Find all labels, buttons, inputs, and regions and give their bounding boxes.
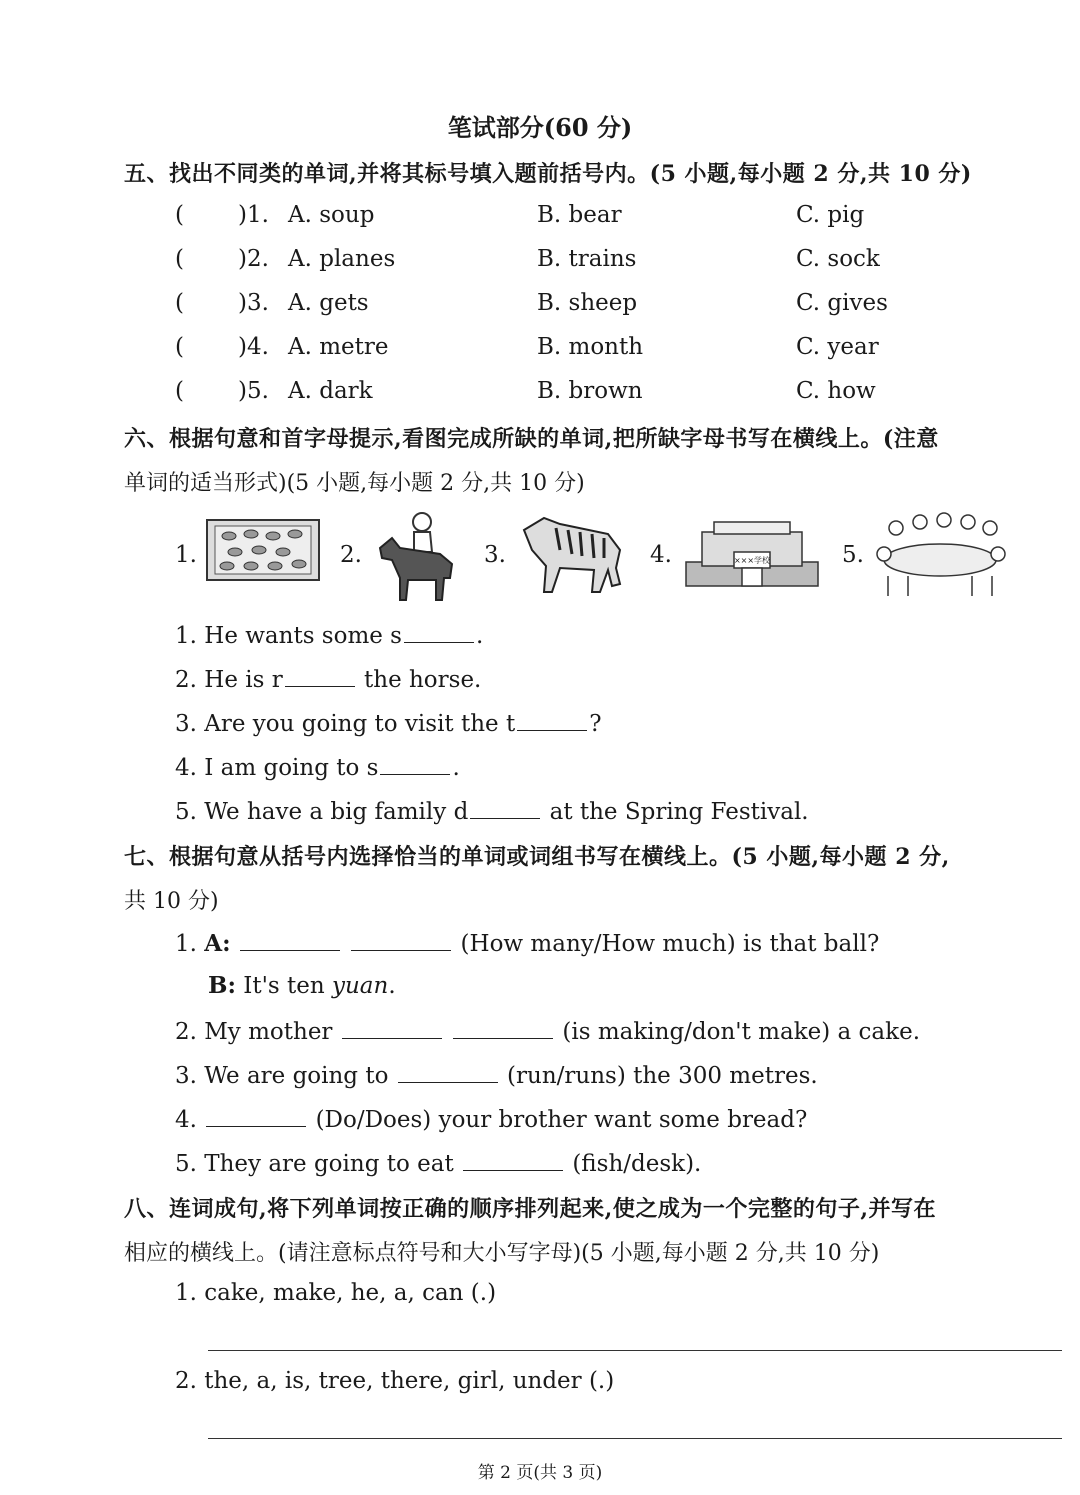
answer-line[interactable] (208, 1350, 1062, 1351)
section-6-heading: 六、根据句意和首字母提示,看图完成所缺的单词,把所缺字母书写在横线上。(注意 (124, 426, 939, 452)
answer-blank[interactable] (398, 1060, 498, 1083)
choice-question-1 (175, 928, 879, 957)
option-b: B. sheep (537, 290, 638, 316)
answer-blank[interactable] (351, 928, 451, 951)
option-b: B. brown (537, 378, 643, 404)
fill-question-4 (175, 752, 460, 781)
answer-paren-open[interactable]: ( (175, 378, 184, 404)
answer-blank[interactable] (380, 752, 450, 775)
answer-paren-open[interactable]: ( (175, 202, 184, 228)
answer-blank[interactable] (285, 664, 355, 687)
option-c: C. gives (796, 290, 888, 316)
question-text: at the Spring Festival. (542, 799, 809, 825)
question-text: (fish/desk). (565, 1151, 702, 1177)
option-b: B. trains (537, 246, 637, 272)
question-number: )4. (238, 334, 269, 360)
question-text: It's ten (235, 973, 332, 999)
section-6-heading-cont: 单词的适当形式)(5 小题,每小题 2 分,共 10 分) (124, 471, 585, 496)
choice-question-3 (175, 1060, 818, 1089)
question-text: (Do/Does) your brother want some bread? (308, 1107, 808, 1133)
option-a: A. dark (288, 378, 373, 404)
question-number: )5. (238, 378, 269, 404)
answer-blank[interactable] (342, 1016, 442, 1039)
answer-blank[interactable] (517, 708, 587, 731)
question-number: )1. (238, 202, 269, 228)
option-c: C. sock (796, 246, 880, 272)
picture-label: 2. (340, 542, 362, 568)
section-5-heading: 五、找出不同类的单词,并将其标号填入题前括号内。(5 小题,每小题 2 分,共 10 分) (124, 161, 972, 187)
fill-question-5 (175, 796, 809, 825)
option-a: A. soup (288, 202, 375, 228)
school-sign-text: ×××学校 (733, 556, 771, 565)
question-text: 4. I am going to s (175, 755, 379, 781)
question-text: 3. Are you going to visit the t (175, 711, 516, 737)
answer-paren-open[interactable]: ( (175, 334, 184, 360)
answer-line[interactable] (208, 1438, 1062, 1439)
answer-blank[interactable] (404, 620, 474, 643)
fill-question-2 (175, 664, 481, 693)
school-picture (682, 518, 822, 588)
answer-blank[interactable] (206, 1104, 306, 1127)
question-number: 1. (175, 931, 197, 957)
question-text: 5. They are going to eat (175, 1151, 462, 1177)
question-text: 2. He is r (175, 667, 283, 693)
question-text: (How many/How much) is that ball? (453, 931, 880, 957)
picture-label: 3. (484, 542, 506, 568)
option-c: C. pig (796, 202, 865, 228)
question-text: 2. My mother (175, 1019, 340, 1045)
question-text: the horse. (356, 667, 482, 693)
question-text: . (452, 755, 460, 781)
candy-box-picture (205, 516, 321, 582)
question-text: 5. We have a big family d (175, 799, 469, 825)
family-dinner-picture (868, 510, 1012, 600)
order-question-2: 2. the, a, is, tree, there, girl, under (.) (175, 1368, 615, 1394)
option-c: C. how (796, 378, 876, 404)
question-text: . (388, 973, 396, 999)
question-text: (is making/don't make) a cake. (555, 1019, 921, 1045)
option-a: A. metre (288, 334, 389, 360)
answer-blank[interactable] (470, 796, 540, 819)
tiger-picture (516, 510, 628, 596)
answer-blank[interactable] (463, 1148, 563, 1171)
section-8-heading-cont: 相应的横线上。(请注意标点符号和大小写字母)(5 小题,每小题 2 分,共 10 分) (124, 1241, 880, 1266)
page-footer: 第 2 页(共 3 页) (477, 1463, 603, 1483)
option-c: C. year (796, 334, 879, 360)
section-title: 笔试部分(60 分) (447, 113, 633, 142)
choice-question-2 (175, 1016, 920, 1045)
question-number: )2. (238, 246, 269, 272)
choice-question-4 (175, 1104, 807, 1133)
speaker-a: A: (204, 930, 231, 957)
question-number: )3. (238, 290, 269, 316)
picture-label: 1. (175, 542, 197, 568)
answer-blank[interactable] (453, 1016, 553, 1039)
option-b: B. month (537, 334, 644, 360)
picture-label: 5. (842, 542, 864, 568)
question-text: 3. We are going to (175, 1063, 396, 1089)
order-question-1: 1. cake, make, he, a, can (.) (175, 1280, 497, 1306)
section-8-heading: 八、连词成句,将下列单词按正确的顺序排列起来,使之成为一个完整的句子,并写在 (124, 1196, 936, 1222)
question-text: 1. He wants some s (175, 623, 402, 649)
option-a: A. gets (288, 290, 369, 316)
option-b: B. bear (537, 202, 622, 228)
answer-paren-open[interactable]: ( (175, 290, 184, 316)
fill-question-1 (175, 620, 483, 649)
choice-question-1-reply (208, 972, 396, 999)
section-7-heading: 七、根据句意从括号内选择恰当的单词或词组书写在横线上。(5 小题,每小题 2 分, (124, 844, 950, 870)
question-text: (run/runs) the 300 metres. (499, 1063, 818, 1089)
picture-label: 4. (650, 542, 672, 568)
horse-rider-picture (370, 508, 460, 603)
choice-question-5 (175, 1148, 701, 1177)
section-7-heading-cont: 共 10 分) (124, 889, 219, 914)
option-a: A. planes (288, 246, 396, 272)
italic-word: yuan (332, 973, 389, 999)
speaker-b: B: (208, 972, 236, 999)
fill-question-3 (175, 708, 602, 737)
question-text: ? (589, 711, 602, 737)
answer-paren-open[interactable]: ( (175, 246, 184, 272)
question-text: . (476, 623, 484, 649)
answer-blank[interactable] (240, 928, 340, 951)
question-text: 4. (175, 1107, 205, 1133)
